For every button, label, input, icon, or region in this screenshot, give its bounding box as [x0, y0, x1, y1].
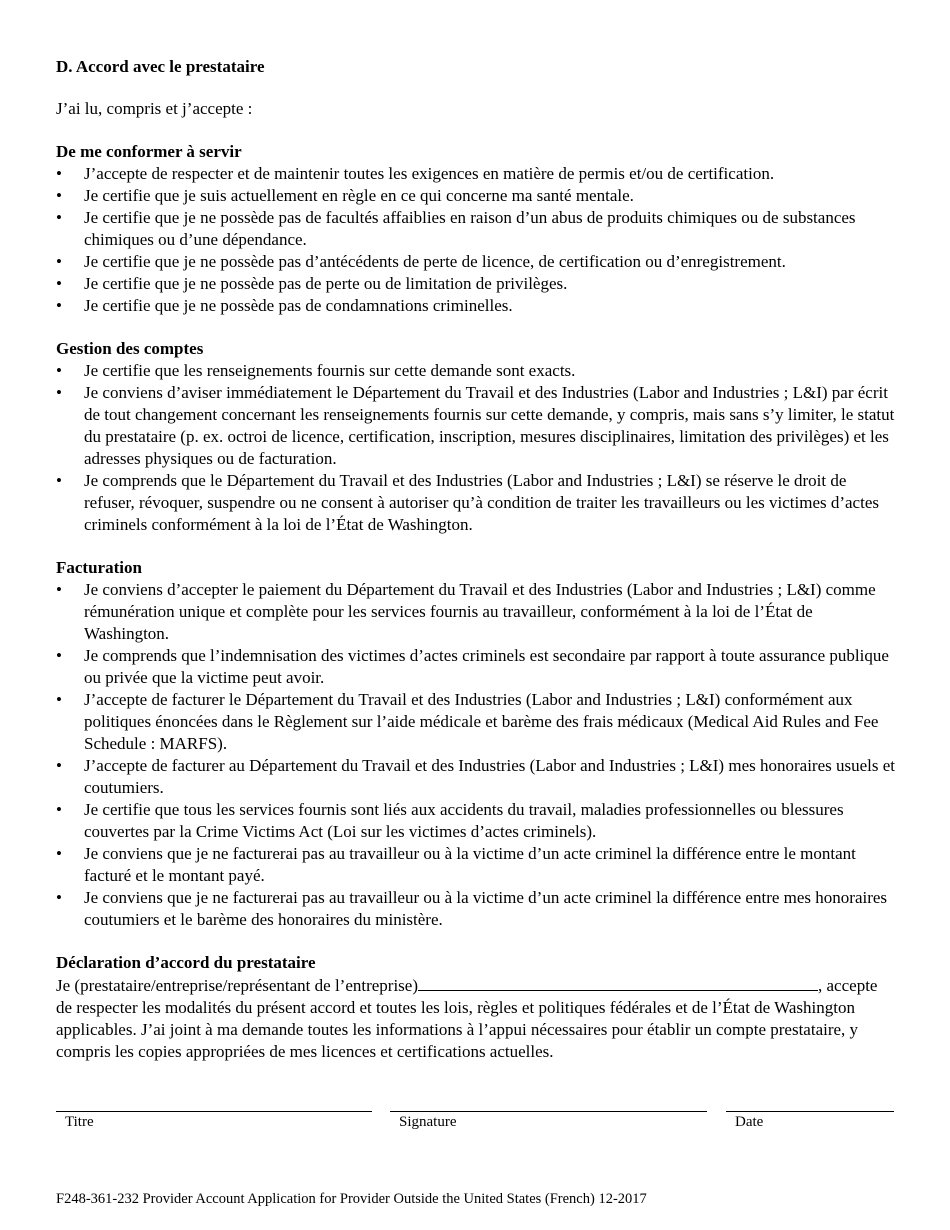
list-item: • Je certifie que je suis actuellement en règle en ce qui concerne ma santé mentale. — [56, 185, 896, 207]
list-item: • Je certifie que je ne possède pas de perte ou de limitation de privilèges. — [56, 273, 896, 295]
list-item: • J’accepte de facturer le Département du Travail et des Industries (Labor and Industries ; L&I) conformément aux politiques énoncées dans le Règlement sur l’aide médicale et barème des frais médicaux (Medical Aid Rules and Fee Schedule : MARFS). — [56, 689, 896, 755]
form-footer: F248-361-232 Provider Account Application for Provider Outside the United States (French) 12-2017 — [56, 1191, 647, 1207]
list-item: • J’accepte de respecter et de maintenir toutes les exigences en matière de permis et/ou de certification. — [56, 163, 896, 185]
date-field[interactable] — [726, 1111, 894, 1131]
intro-text: J’ai lu, compris et j’accepte : — [56, 99, 253, 118]
section-heading: Gestion des comptes — [56, 339, 204, 358]
section-account-management — [56, 338, 896, 536]
section-compliance — [56, 141, 896, 317]
section-billing — [56, 557, 896, 931]
bullet-list — [56, 579, 896, 931]
list-item: • Je certifie que tous les services fournis sont liés aux accidents du travail, maladies professionnelles ou blessures couvertes par la Crime Victims Act (Loi sur les victimes d’actes criminels). — [56, 799, 896, 843]
list-item: • Je comprends que l’indemnisation des victimes d’actes criminels est secondaire par rapport à toute assurance publique ou privée que la victime peut avoir. — [56, 645, 896, 689]
declaration-text — [56, 974, 896, 1063]
section-declaration — [56, 952, 896, 1063]
section-title: D. Accord avec le prestataire — [56, 57, 265, 76]
document-content — [56, 56, 896, 1063]
signature-row — [56, 1111, 896, 1135]
list-item: • Je certifie que je ne possède pas de condamnations criminelles. — [56, 295, 896, 317]
declaration-trail: , — [818, 976, 823, 995]
bullet-list — [56, 163, 896, 317]
title-field[interactable] — [56, 1111, 372, 1131]
signature-field[interactable] — [390, 1111, 707, 1131]
title-label: Titre — [65, 1114, 94, 1130]
list-item: • Je conviens que je ne facturerai pas au travailleur ou à la victime d’un acte criminel la différence entre mes honoraires coutumiers et le barème des honoraires du ministère. — [56, 887, 896, 931]
list-item: • Je conviens d’accepter le paiement du Département du Travail et des Industries (Labor and Industries ; L&I) comme rémunération unique et complète pour les services fournis au travailleur, conformément à la loi de l’État de Washington. — [56, 579, 896, 645]
section-heading: De me conformer à servir — [56, 142, 242, 161]
list-item: • Je certifie que je ne possède pas de facultés affaiblies en raison d’un abus de produits chimiques ou de substances chimiques ou d’une dépendance. — [56, 207, 896, 251]
provider-name-field[interactable] — [418, 974, 818, 991]
signature-label: Signature — [399, 1114, 457, 1130]
list-item: • Je conviens d’aviser immédiatement le Département du Travail et des Industries (Labor and Industries ; L&I) par écrit de tout changement concernant les renseignements fournis sur cette demande, y compris, mais sans s’y limiter, le statut du prestataire (p. ex. octroi de licence, certification, inscription, mesures disciplinaires, limitation des privilèges) et les adresses physiques ou de facturation. — [56, 382, 896, 470]
section-heading: Facturation — [56, 558, 142, 577]
list-item: • Je certifie que je ne possède pas d’antécédents de perte de licence, de certification ou d’enregistrement. — [56, 251, 896, 273]
list-item: • Je certifie que les renseignements fournis sur cette demande sont exacts. — [56, 360, 896, 382]
declaration-lead: Je (prestataire/entreprise/représentant de l’entreprise) — [56, 976, 419, 995]
bullet-list — [56, 360, 896, 536]
list-item: • Je comprends que le Département du Travail et des Industries (Labor and Industries ; L&I) se réserve le droit de refuser, révoquer, suspendre ou ne consent à autoriser qu’à condition de traiter les travailleurs ou les victimes d’actes criminels conformément à la loi de l’État de Washington. — [56, 470, 896, 536]
date-label: Date — [735, 1114, 764, 1130]
section-heading: Déclaration d’accord du prestataire — [56, 953, 316, 972]
declaration-body: accepte de respecter les modalités du présent accord et toutes les lois, règles et politiques fédérales et de l’État de Washington applicables. J’ai joint à ma demande toutes les informations à l’appui nécessaires pour établir un compte prestataire, y compris les copies appropriées de mes licences et certifications actuelles. — [56, 976, 878, 1061]
list-item: • J’accepte de facturer au Département du Travail et des Industries (Labor and Industries ; L&I) mes honoraires usuels et coutumiers. — [56, 755, 896, 799]
list-item: • Je conviens que je ne facturerai pas au travailleur ou à la victime d’un acte criminel la différence entre le montant facturé et le montant payé. — [56, 843, 896, 887]
